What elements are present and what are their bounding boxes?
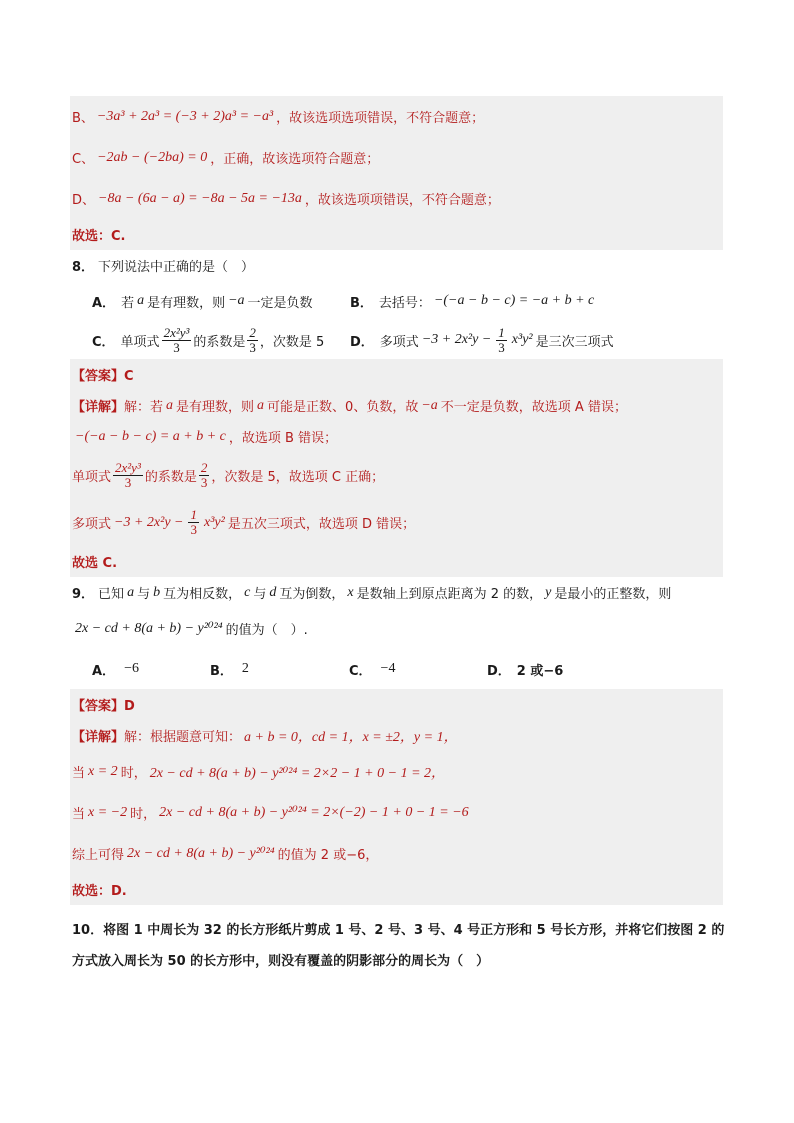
detail-label: 【详解】 (72, 400, 125, 415)
question-text: 已知 (98, 587, 125, 602)
question-8-options-row-2 (70, 321, 723, 359)
option-d-text: 是三次三项式 (535, 334, 614, 350)
option-d (487, 660, 563, 679)
option-a-text: 是有理数，则 (147, 295, 226, 311)
detail-line-3 (70, 792, 723, 833)
detail-text: 时， (120, 766, 147, 781)
detail-line-4 (70, 499, 723, 546)
question-text: 互为倒数， (279, 587, 345, 602)
option-b-value: 2 (241, 661, 249, 676)
document-page (70, 96, 723, 975)
option-b-expression: −(−a − b − c) = −a + b + c (433, 293, 595, 308)
option-c-label: C． (349, 663, 372, 679)
question-10-stem-line-1 (70, 913, 723, 944)
question-text: 下列说法中正确的是（ ） (98, 260, 255, 275)
detail-expression: x = −2 (88, 804, 128, 820)
question-8-stem (70, 250, 723, 281)
final-choice-q8: 故选 C. (72, 556, 118, 571)
detail-variable: a (166, 397, 174, 413)
fraction (247, 326, 258, 355)
question-variable: a (127, 584, 135, 600)
option-d-label: D、 (72, 193, 96, 208)
detail-label: 【详解】 (72, 730, 125, 745)
question-variable: x (347, 584, 354, 600)
detail-text: 是有理数，则 (176, 400, 255, 415)
question-number: 9． (72, 587, 95, 602)
option-c (92, 326, 350, 355)
detail-line-3 (70, 452, 723, 499)
option-b-label: B、 (72, 111, 94, 126)
option-a-value: −6 (124, 661, 139, 676)
detail-expression: x = 2 (88, 763, 118, 779)
question-10-stem-line-2 (70, 944, 723, 975)
detail-text: 当 (72, 766, 86, 781)
option-c-text: 的系数是 (193, 334, 246, 350)
option-d (350, 326, 614, 355)
question-9-stem-line-2 (70, 608, 723, 649)
question-text: 的值为（ ）. (225, 623, 308, 638)
detail-text: 是五次三项式，故选项 D 错误； (227, 517, 416, 532)
question-8-options-row-1 (70, 281, 723, 321)
question-9-options (70, 649, 723, 689)
option-c-expression: −2ab − (−2ba) = 0 (97, 149, 208, 165)
option-d-expression: −3 + 2x²y − (421, 332, 492, 347)
option-c-label: C、 (72, 152, 95, 167)
question-variable: y (545, 584, 552, 600)
option-b-text: 去括号： (378, 295, 431, 311)
fraction-denominator: 3 (249, 339, 256, 355)
detail-line-2 (70, 751, 723, 792)
detail-text: ，次数是 5，故选项 C 正确； (211, 470, 385, 485)
solution-line-c (70, 137, 723, 178)
option-d-label: D． (487, 663, 511, 679)
option-a-label: A． (92, 295, 116, 311)
detail-line-1 (70, 390, 723, 421)
detail-line-1 (70, 720, 723, 751)
option-c-value: −4 (380, 661, 396, 676)
answer-block-q9 (70, 689, 723, 905)
answer-label: 【答案】C (72, 369, 134, 384)
detail-text: 时， (130, 807, 157, 822)
question-text: 与 (137, 587, 151, 602)
detail-text: 多项式 (72, 517, 112, 532)
fraction-numerator: 2 (249, 324, 256, 340)
option-c-text: ，次数是 5 (259, 334, 325, 350)
solution-line-d (70, 178, 723, 219)
fraction (188, 508, 199, 537)
option-b (210, 660, 349, 679)
final-choice-q7: 故选：C. (72, 229, 126, 244)
question-variable: d (269, 584, 277, 600)
detail-text: 解：根据题意可知： (124, 730, 242, 745)
fraction-numerator: 1 (498, 324, 505, 340)
question-text: 是最小的正整数，则 (554, 587, 672, 602)
detail-variable: a (257, 397, 265, 413)
detail-text: 单项式 (72, 470, 112, 485)
fraction-denominator: 3 (124, 475, 132, 490)
question-number: 8． (72, 260, 95, 275)
option-b-judgement: ，故该选项选项错误，不符合题意； (276, 111, 485, 126)
question-text: 方式放入周长为 50 的长方形中，则没有覆盖的阴影部分的周长为（ ） (72, 954, 490, 969)
option-d-value: 2 或−6 (516, 663, 564, 679)
fraction-denominator: 3 (498, 339, 505, 355)
answer-label: 【答案】D (72, 699, 135, 714)
detail-line-4 (70, 833, 723, 874)
detail-expression: 2x − cd + 8(a + b) − y²⁰²⁴ (127, 846, 275, 861)
option-a-text: 若 (121, 295, 135, 311)
fraction-numerator: 1 (190, 507, 197, 522)
option-d-expression: x³y² (511, 332, 533, 347)
detail-expression: 2x − cd + 8(a + b) − y²⁰²⁴ = 2×(−2) − 1 + 0 − 1 = −6 (159, 805, 469, 820)
option-c-label: C． (92, 334, 115, 350)
fraction-denominator: 3 (200, 475, 208, 490)
solution-block-q7 (70, 96, 723, 250)
fraction-denominator: 3 (190, 522, 197, 537)
question-text: 10．将图 1 中周长为 32 的长方形纸片剪成 1 号、2 号、3 号、4 号正方形和 5 号长方形，并将它们按图 2 的 (72, 923, 725, 938)
option-c (349, 660, 487, 679)
option-a-variable: a (137, 293, 145, 308)
question-variable: c (244, 584, 251, 600)
final-choice-q9: 故选：D. (72, 884, 127, 899)
option-a-label: A． (92, 663, 116, 679)
option-c-judgement: ，正确，故该选项符合题意； (210, 152, 380, 167)
option-d-judgement: ，故该选项项错误，不符合题意； (304, 193, 500, 208)
option-d-text: 多项式 (379, 334, 419, 350)
detail-text: 的值为 2 或−6， (277, 848, 379, 863)
option-d-expression: −8a − (6a − a) = −8a − 5a = −13a (98, 190, 302, 206)
fraction-denominator: 3 (173, 339, 180, 355)
detail-expression: 2x − cd + 8(a + b) − y²⁰²⁴ = 2×2 − 1 + 0 − 1 = 2， (149, 765, 446, 781)
fraction (496, 326, 507, 355)
option-b-expression: −3a³ + 2a³ = (−3 + 2)a³ = −a³ (96, 108, 274, 124)
question-9-stem-line-1 (70, 577, 723, 608)
question-expression: 2x − cd + 8(a + b) − y²⁰²⁴ (75, 621, 223, 636)
detail-text: 综上可得 (72, 848, 125, 863)
question-variable: b (153, 584, 161, 600)
detail-text: ，故选项 B 错误； (228, 431, 338, 446)
detail-text: 当 (72, 807, 86, 822)
detail-text: 不一定是负数，故选项 A 错误； (440, 400, 627, 415)
option-b (350, 292, 597, 311)
detail-expression: a + b = 0，cd = 1，x = ±2，y = 1， (244, 729, 458, 745)
detail-expression: −(−a − b − c) = a + b + c (75, 428, 226, 444)
detail-text: 解：若 (124, 400, 164, 415)
option-b-label: B． (210, 663, 233, 679)
detail-expression: x³y² (203, 514, 225, 530)
question-text: 与 (253, 587, 267, 602)
fraction (199, 461, 210, 490)
option-d-label: D． (350, 334, 374, 350)
option-a (92, 660, 210, 679)
option-a-text: 一定是负数 (247, 295, 313, 311)
fraction-numerator: 2x²y³ (163, 324, 190, 340)
fraction (162, 326, 192, 355)
fraction-numerator: 2x²y³ (115, 460, 141, 475)
detail-variable: −a (421, 397, 438, 413)
question-text: 是数轴上到原点距离为 2 的数， (356, 587, 543, 602)
detail-line-2 (70, 421, 723, 452)
detail-expression: −3 + 2x²y − (114, 514, 184, 530)
option-c-text: 单项式 (120, 334, 160, 350)
solution-line-b (70, 96, 723, 137)
fraction (113, 461, 143, 490)
detail-text: 的系数是 (144, 470, 197, 485)
answer-block-q8 (70, 359, 723, 577)
option-a (92, 292, 350, 311)
option-a-variable: −a (228, 293, 245, 308)
question-text: 互为相反数， (163, 587, 242, 602)
fraction-numerator: 2 (200, 460, 208, 475)
detail-text: 可能是正数、0、负数，故 (267, 400, 419, 415)
option-b-label: B． (350, 295, 373, 311)
